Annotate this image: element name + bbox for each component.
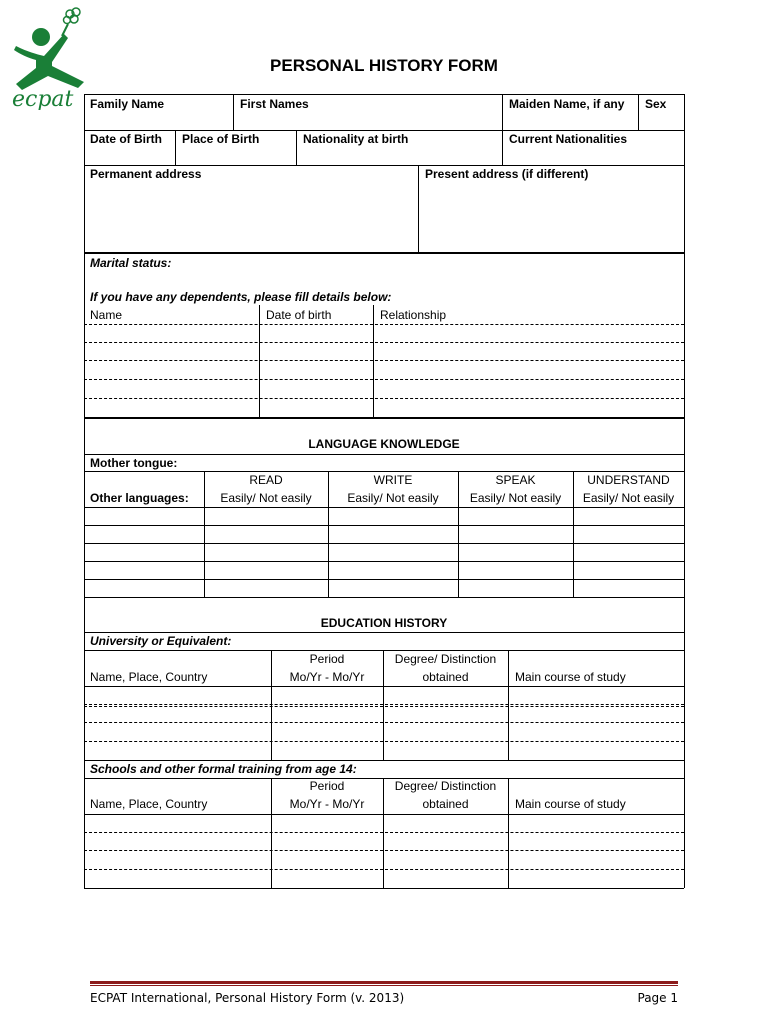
scale-write: Easily/ Not easily	[347, 491, 439, 505]
skill-read: READ	[249, 473, 283, 487]
university-label: University or Equivalent:	[90, 634, 232, 648]
nationality-at-birth-label: Nationality at birth	[303, 132, 409, 146]
school-col-degree-obtained: obtained	[422, 797, 469, 811]
uni-col-course: Main course of study	[515, 670, 626, 684]
sex-label: Sex	[645, 97, 667, 111]
scale-read: Easily/ Not easily	[220, 491, 312, 505]
schools-label: Schools and other formal training from age 14:	[90, 762, 357, 776]
logo-wordmark: ecpat	[12, 87, 74, 110]
dependents-instruction: If you have any dependents, please fill details below:	[90, 290, 392, 304]
other-languages-label: Other languages:	[90, 491, 189, 505]
date-of-birth-label: Date of Birth	[90, 132, 162, 146]
uni-col-degree: Degree/ Distinction	[394, 652, 497, 666]
school-col-name: Name, Place, Country	[90, 797, 208, 811]
dependent-col-dob: Date of birth	[266, 308, 332, 322]
maiden-name-label: Maiden Name, if any	[509, 97, 625, 111]
scale-speak: Easily/ Not easily	[469, 491, 562, 505]
skill-understand: UNDERSTAND	[587, 473, 670, 487]
flower-icon	[62, 8, 80, 36]
education-heading: EDUCATION HISTORY	[320, 616, 448, 630]
dependent-col-relationship: Relationship	[380, 308, 447, 322]
scale-understand: Easily/ Not easily	[582, 491, 675, 505]
uni-col-name: Name, Place, Country	[90, 670, 208, 684]
uni-col-period-range: Mo/Yr - Mo/Yr	[289, 670, 365, 684]
school-col-course: Main course of study	[515, 797, 626, 811]
skill-speak: SPEAK	[495, 473, 536, 487]
school-col-degree: Degree/ Distinction	[394, 779, 497, 793]
skill-write: WRITE	[373, 473, 413, 487]
footer-rule-thin	[90, 985, 678, 986]
marital-status-label: Marital status:	[90, 256, 172, 270]
current-nationalities-label: Current Nationalities	[509, 132, 628, 146]
language-heading: LANGUAGE KNOWLEDGE	[308, 437, 460, 451]
uni-col-degree-obtained: obtained	[422, 670, 469, 684]
page-title: PERSONAL HISTORY FORM	[270, 56, 498, 75]
uni-col-period: Period	[309, 652, 345, 666]
page-number: Page 1	[637, 991, 678, 1005]
place-of-birth-label: Place of Birth	[182, 132, 260, 146]
present-address-label: Present address (if different)	[425, 167, 589, 181]
family-name-label: Family Name	[90, 97, 165, 111]
dependent-col-name: Name	[90, 308, 123, 322]
mother-tongue-label: Mother tongue:	[90, 456, 178, 470]
first-names-label: First Names	[240, 97, 309, 111]
school-col-period-range: Mo/Yr - Mo/Yr	[289, 797, 365, 811]
permanent-address-label: Permanent address	[90, 167, 202, 181]
footer-text: ECPAT International, Personal History Form (v. 2013)	[90, 991, 405, 1005]
footer-rule	[90, 981, 678, 984]
school-col-period: Period	[309, 779, 345, 793]
